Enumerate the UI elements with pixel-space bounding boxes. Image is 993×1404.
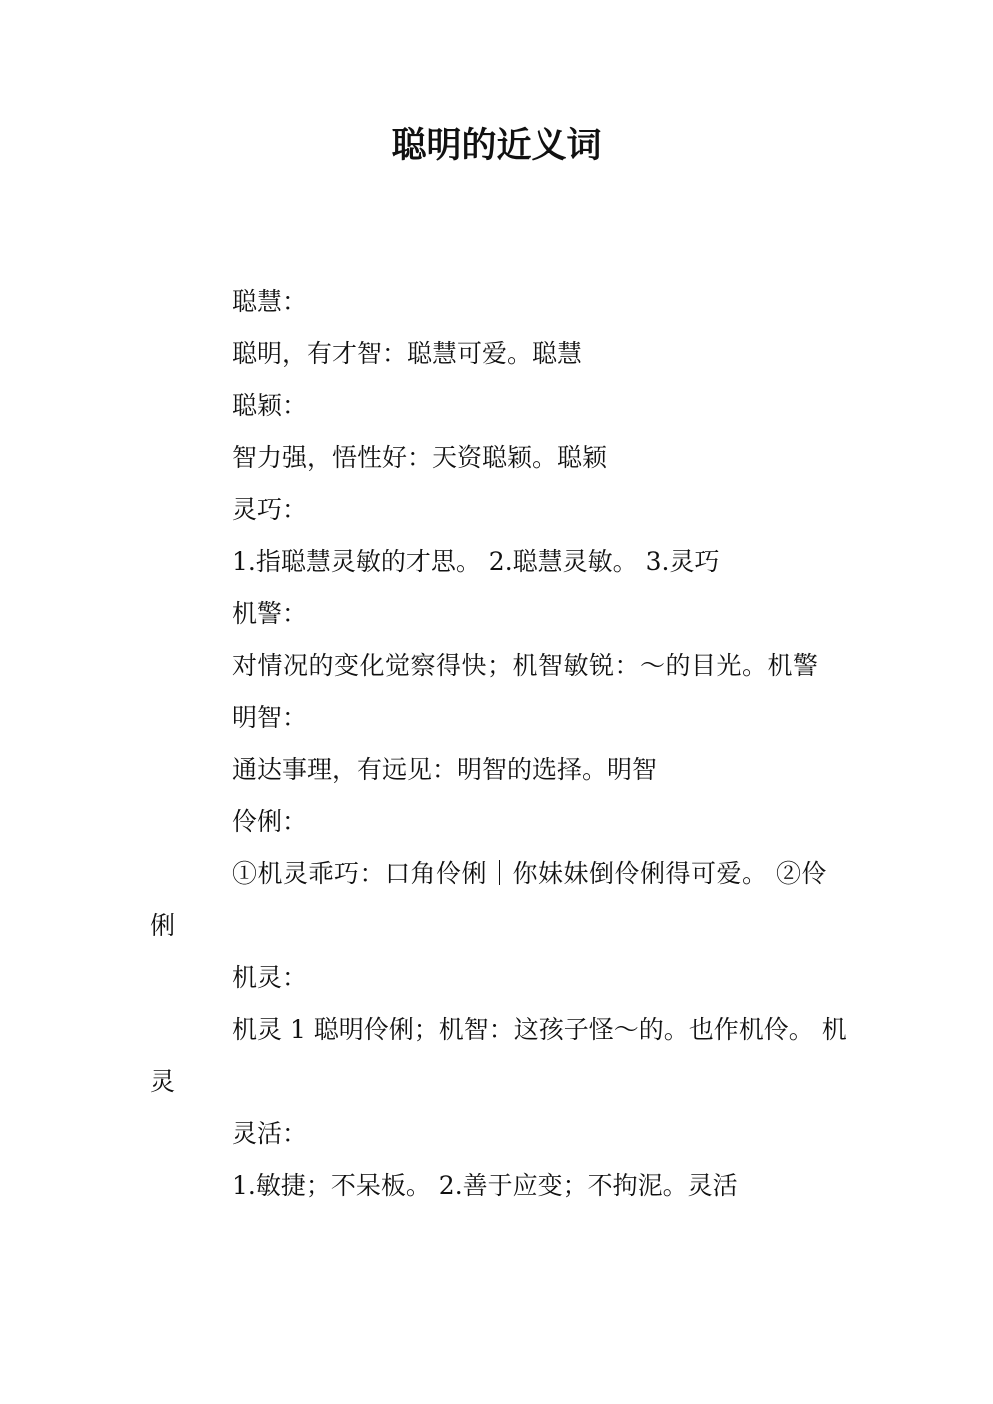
term-heading: 灵巧： bbox=[232, 495, 308, 524]
term-heading: 机灵： bbox=[232, 963, 308, 992]
term-heading: 机警： bbox=[232, 599, 308, 628]
term-heading: 灵活： bbox=[232, 1119, 308, 1148]
term-heading: 伶俐： bbox=[232, 807, 308, 836]
document-body bbox=[150, 276, 850, 1212]
term-heading: 聪颖： bbox=[232, 391, 308, 420]
term-definition: 1.敏捷；不呆板。 2.善于应变；不拘泥。灵活 bbox=[232, 1171, 738, 1200]
term-definition: 1.指聪慧灵敏的才思。 2.聪慧灵敏。 3.灵巧 bbox=[232, 547, 720, 576]
term-definition: 聪明，有才智：聪慧可爱。聪慧 bbox=[232, 339, 583, 368]
page-title: 聪明的近义词 bbox=[391, 125, 602, 166]
term-definition: ①机灵乖巧：口角伶俐｜你妹妹倒伶俐得可爱。 ②伶俐 bbox=[150, 859, 827, 940]
term-definition: 通达事理，有远见：明智的选择。明智 bbox=[232, 755, 658, 784]
term-heading: 聪慧： bbox=[232, 287, 308, 316]
term-definition: 智力强，悟性好：天资聪颖。聪颖 bbox=[232, 443, 608, 472]
term-heading: 明智： bbox=[232, 703, 308, 732]
term-definition: 机灵 1 聪明伶俐；机智：这孩子怪～的。也作机伶。 机灵 bbox=[150, 1015, 847, 1096]
term-definition: 对情况的变化觉察得快；机智敏锐：～的目光。机警 bbox=[232, 651, 819, 680]
